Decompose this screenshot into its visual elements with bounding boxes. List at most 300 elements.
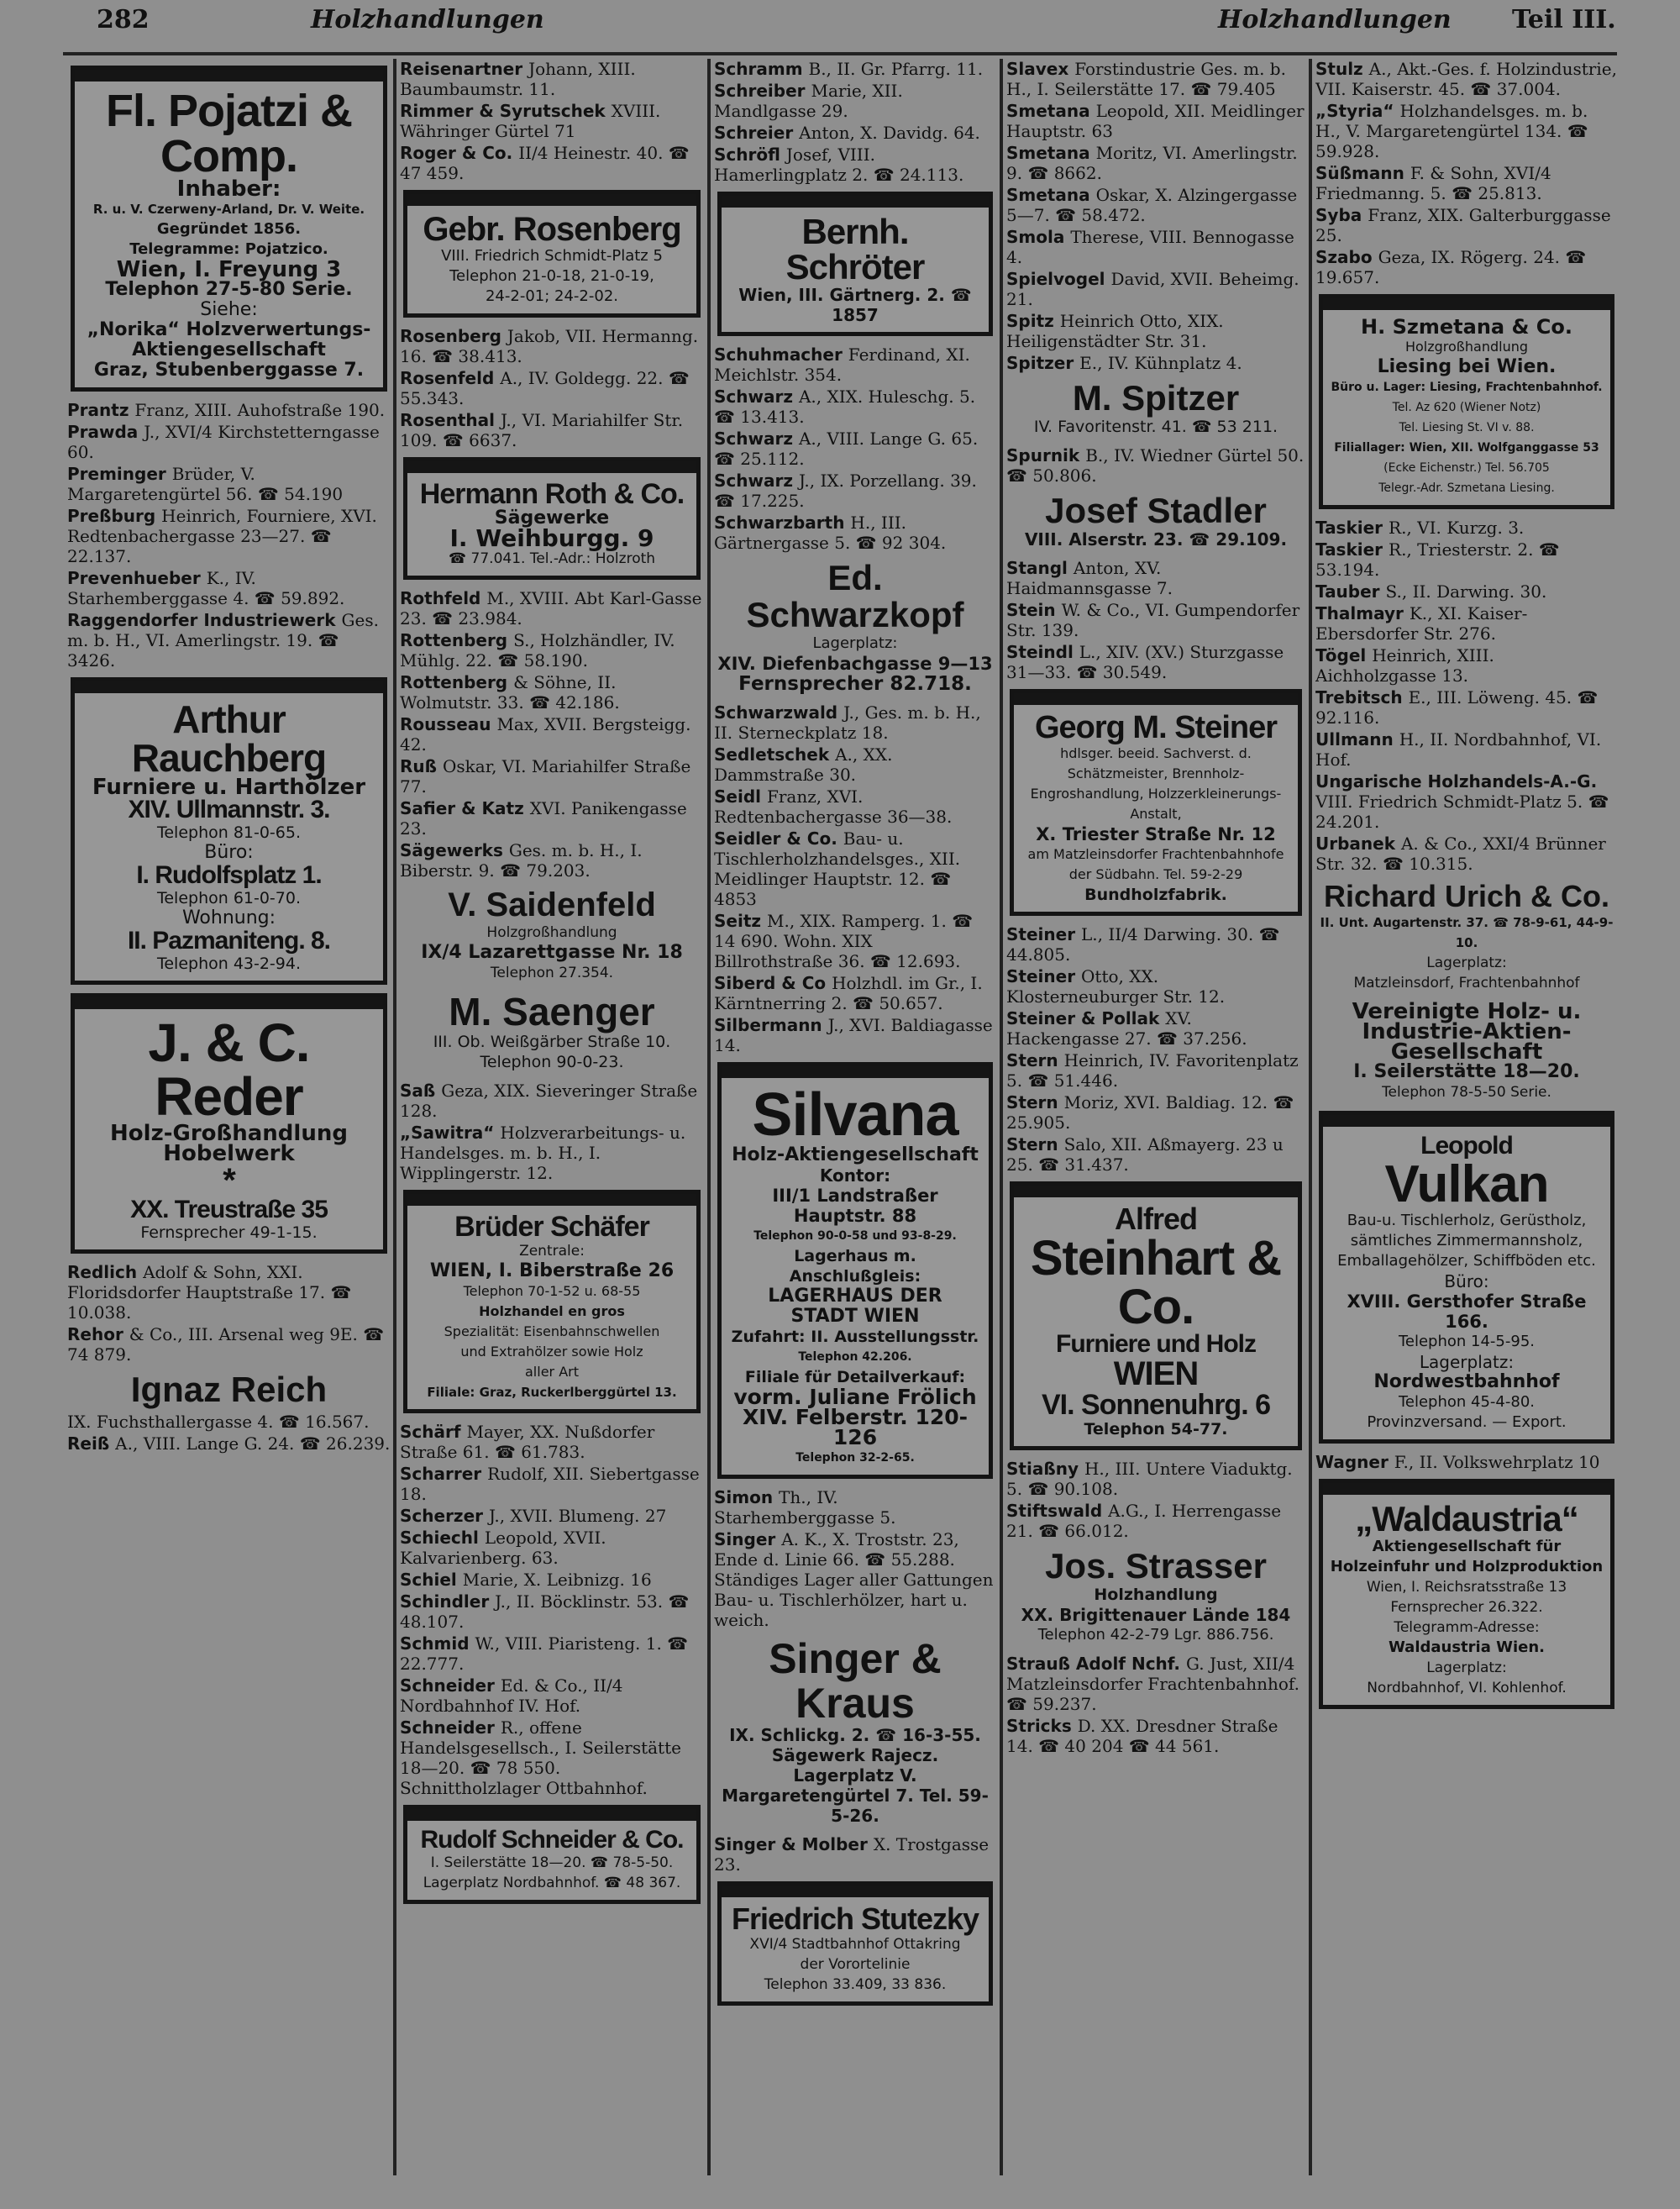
entry-details: Otto, XX. Klosterneuburger Str. 12. (1006, 966, 1226, 1007)
ad-line: Lagerplatz Nordbahnhof. ☎ 48 367. (423, 1875, 681, 1892)
ad-line: XIV. Felberstr. 120-126 (742, 1405, 969, 1450)
entry-name: Rousseau (400, 714, 497, 734)
ad-line: Hobelwerk (163, 1141, 295, 1166)
part-label: Teil III. (1512, 5, 1616, 34)
entry-name: Spurnik (1006, 445, 1086, 466)
column-3 (714, 59, 996, 2175)
entry-details: J., XVI/4 Kirchstetterngasse 60. (67, 422, 380, 462)
ad-line: * (223, 1162, 235, 1199)
directory-entry (67, 422, 391, 462)
directory-entry (67, 1262, 391, 1323)
entry-name: Stricks (1006, 1716, 1078, 1737)
entry-details: E., IV. Kühnplatz 4. (1079, 353, 1242, 373)
ad-line: Holzgroßhandlung (1404, 339, 1529, 355)
directory-entry (1315, 101, 1618, 161)
ad-line: II. Unt. Augartenstr. 37. ☎ 78-9-61, 44-9-10. (1320, 914, 1614, 950)
entry-details: G. Just, XII/4 Matzleinsdorfer Frachtenbahnhof. ☎ 59.237. (1006, 1654, 1299, 1715)
ad-line: Lagerplatz: (1426, 954, 1507, 971)
directory-entry (1006, 1459, 1305, 1499)
entry-name: Stiaßny (1006, 1459, 1084, 1480)
ad-firm-name: Ed. Schwarzkopf (746, 558, 964, 635)
entry-name: Smetana (1006, 143, 1096, 163)
ad-firm-name: Josef Stadler (1045, 491, 1267, 531)
directory-entry (1006, 642, 1305, 682)
ad-firm-name: V. Saidenfeld (448, 886, 656, 923)
entry-name: Simon (714, 1487, 780, 1508)
ad-line: I. Rudolfsplatz 1. (136, 861, 322, 889)
ad-line: Waldaustria Wien. (1388, 1638, 1546, 1656)
ad-firm-name: Hermann Roth & Co. (419, 478, 685, 510)
ad-line: LAGERHAUS DER (768, 1286, 942, 1307)
entry-details: H., III. Gärtnergasse 5. ☎ 92 304. (714, 513, 947, 553)
directory-entry (714, 828, 996, 909)
ad-line: Inhaber: (176, 176, 281, 202)
ad-line: I. Weihburgg. 9 (449, 524, 654, 552)
ad-line: Holzhandlung (1094, 1586, 1218, 1605)
ad-line: I. Seilerstätte 18—20. ☎ 78-5-50. (430, 1854, 674, 1872)
entry-name: Schneider (400, 1717, 501, 1738)
entry-details: Franz, XIII. Auhofstraße 190. (134, 400, 386, 420)
entry-details: A. K., X. Troststr. 23, Ende d. Linie 66. ☎ 55.288. Ständiges Lager aller Gattungen Bau- u. Tischlerhölzer, hart u. weich. (714, 1529, 994, 1631)
entry-name: Stulz (1315, 59, 1369, 79)
entry-name: Rosenthal (400, 410, 501, 430)
entry-name: Prantz (67, 400, 135, 420)
ad-border-bar (407, 1194, 696, 1206)
entry-name: Prevenhueber (67, 568, 207, 588)
entry-name: Roger & Co. (400, 143, 519, 163)
ad-firm-name: H. Szmetana & Co. (1361, 315, 1572, 339)
ad-line: am Matzleinsdorfer Frachtenbahnhofe der Südbahn. Tel. 59-2-29 (1027, 846, 1284, 883)
directory-entry (1315, 729, 1618, 770)
entry-name: Rehor (67, 1324, 129, 1344)
advertisement-rschneider (403, 1805, 701, 1904)
advertisement-vulkan (1319, 1111, 1614, 1444)
entry-name: „Sawitra“ (400, 1123, 501, 1144)
ad-line: Vulkan (1384, 1154, 1549, 1213)
column-rule (393, 59, 396, 2175)
ad-line: Lagerplatz: (1419, 1351, 1515, 1372)
entry-name: Steiner (1006, 924, 1082, 945)
ad-line: Furniere u. Harthölzer (92, 775, 366, 800)
entry-details: Holzhandelsges. m. b. H., V. Margaretengürtel 134. ☎ 59.928. (1315, 101, 1588, 161)
advertisement-schwarzkopf (717, 560, 993, 694)
entry-name: Syba (1315, 205, 1368, 225)
directory-entry (714, 59, 996, 79)
entry-details: D. XX. Dresdner Straße 14. ☎ 40 204 ☎ 44 561. (1006, 1716, 1278, 1757)
entry-name: Scherzer (400, 1506, 489, 1527)
advertisement-silvana (717, 1062, 993, 1479)
directory-entry (400, 588, 704, 629)
entry-name: Smola (1006, 227, 1071, 247)
entry-details: M., XVIII. Abt Karl-Gasse 23. ☎ 23.984. (400, 588, 702, 629)
ad-line: Tel. Liesing St. VI v. 88. (1399, 421, 1535, 434)
ad-line: 24-2-01; 24-2-02. (485, 287, 618, 305)
entry-details: Holzhdl. im Gr., I. Kärntnerring 2. ☎ 50.657. (714, 973, 983, 1014)
ad-line: Büro: (1444, 1270, 1489, 1291)
ad-line: Siehe: (200, 299, 258, 320)
entry-name: Rottenberg (400, 630, 514, 650)
entry-details: Ferdinand, XI. Meichlstr. 354. (714, 344, 970, 385)
ad-firm-name: Fl. Pojatzi & Comp. (105, 86, 353, 181)
entry-details: A., VIII. Lange G. 65. ☎ 25.112. (714, 429, 979, 469)
entry-details: Rudolf, XII. Siebertgasse 18. (400, 1464, 700, 1505)
entry-details: A., VIII. Lange G. 24. ☎ 26.239. (115, 1433, 391, 1454)
ad-line: vorm. Juliane Frölich (733, 1385, 977, 1410)
entry-details: A., XIX. Huleschg. 5. ☎ 13.413. (714, 387, 976, 427)
advertisement-schroeter (717, 192, 993, 336)
entry-name: Steiner & Pollak (1006, 1008, 1166, 1029)
entry-details: R., VI. Kurzg. 3. (1389, 518, 1525, 538)
ad-line: XVI/4 Stadtbahnhof Ottakring (749, 1936, 961, 1954)
ad-line: Nordwestbahnhof (1373, 1370, 1560, 1392)
advertisement-singerkraus (717, 1637, 993, 1826)
directory-entry (1006, 1008, 1305, 1049)
entry-details: Ges. m. b. H., VI. Amerlingstr. 19. ☎ 3426. (67, 610, 379, 671)
ad-line: Telephon 21-0-18, 21-0-19, (449, 267, 654, 285)
entry-details: Franz, XVI. Redtenbachergasse 36—38. (714, 786, 953, 828)
ad-line: Telephon 54-77. (1084, 1420, 1228, 1439)
entry-details: J., VI. Mariahilfer Str. 109. ☎ 6637. (400, 410, 684, 450)
ad-line: (Ecke Eichenstr.) Tel. 56.705 (1383, 461, 1550, 475)
ad-line: Holz-Großhandlung (110, 1121, 348, 1146)
entry-details: Heinrich Otto, XIX. Heiligenstädter Str. 31. (1006, 311, 1224, 351)
directory-entry (67, 506, 391, 566)
entry-name: Taskier (1315, 539, 1389, 560)
ad-line: Lagerplatz: (1426, 1659, 1507, 1676)
column-4 (1006, 59, 1305, 2175)
directory-entry (400, 1717, 704, 1798)
ad-line: Telegramm-Adresse: (1394, 1618, 1540, 1636)
ad-firm-name: Rudolf Schneider & Co. (420, 1826, 684, 1854)
entry-name: Preminger (67, 464, 172, 484)
directory-entry (1315, 834, 1618, 874)
ad-firm-name: Gebr. Rosenberg (423, 211, 681, 248)
directory-entry (400, 326, 704, 366)
ad-line: Gegründet 1856. (156, 220, 302, 238)
entry-name: Schwarz (714, 387, 799, 407)
ad-line: Telegr.-Adr. Szmetana Liesing. (1378, 481, 1555, 495)
directory-entry (1315, 59, 1618, 99)
ad-firm-name: Bernh. Schröter (785, 212, 925, 287)
entry-name: Rothfeld (400, 588, 487, 608)
directory-entry (1006, 600, 1305, 640)
entry-name: Silbermann (714, 1015, 828, 1036)
entry-name: Schreier (714, 123, 800, 143)
ad-line: Telegramme: Pojatzico. (129, 240, 328, 258)
directory-entry (1006, 558, 1305, 598)
ad-line: Telephon 45-4-80. (1398, 1392, 1536, 1411)
entry-details: K., IV. Starhemberggasse 4. ☎ 59.892. (67, 568, 345, 608)
ad-line: Lagerhaus m. Anschlußgleis: (789, 1247, 921, 1286)
directory-entry (714, 344, 996, 385)
ad-line: Telephon 90-0-23. (480, 1053, 624, 1072)
entry-name: Rimmer & Syrutschek (400, 101, 612, 121)
entry-details: Marie, XII. Mandlgasse 29. (714, 81, 903, 121)
directory-entry (400, 1081, 704, 1121)
entry-name: Schwarz (714, 471, 799, 491)
advertisement-urich (1319, 881, 1614, 993)
advertisement-schaefer (403, 1190, 701, 1413)
entry-details: R., Triesterstr. 2. ☎ 53.194. (1315, 539, 1560, 580)
ad-line: Zentrale: (519, 1243, 585, 1260)
ad-line: XX. Treustraße 35 (130, 1196, 328, 1223)
column-1 (67, 59, 391, 2175)
ad-line: Tel. Az 620 (Wiener Notz) (1392, 401, 1541, 414)
directory-entry (1315, 539, 1618, 580)
directory-entry (400, 101, 704, 141)
entry-details: Marie, X. Leibnizg. 16 (462, 1570, 652, 1591)
ad-line: Filiallager: Wien, XII. Wolfganggasse 53 (1334, 441, 1599, 455)
ad-border-bar (722, 1066, 989, 1078)
ad-line: Büro u. Lager: Liesing, Frachtenbahnhof. (1331, 381, 1603, 394)
entry-name: Rottenberg (400, 672, 514, 692)
advertisement-szmetana (1319, 294, 1614, 509)
entry-name: Safier & Katz (400, 798, 530, 818)
directory-entry (400, 756, 704, 797)
ad-line: Filiale für Detailverkauf: (744, 1368, 966, 1387)
directory-entry (400, 840, 704, 881)
ad-line: Provinzversand. — Export. (1367, 1412, 1567, 1431)
directory-entry (714, 145, 996, 185)
entry-details: Ges. m. b. H., I. Biberstr. 9. ☎ 79.203. (400, 840, 643, 881)
directory-entry (400, 368, 704, 408)
directory-entry (67, 1324, 391, 1365)
entry-name: Ullmann (1315, 729, 1399, 749)
entry-details: A., XX. Dammstraße 30. (714, 744, 893, 786)
entry-details: Mayer, XX. Nußdorfer Straße 61. ☎ 61.783. (400, 1422, 655, 1463)
ad-firm-name: Richard Urich & Co. (1323, 879, 1610, 913)
entry-details: B., IV. Wiedner Gürtel 50. ☎ 50.806. (1006, 445, 1305, 487)
directory-entry (400, 59, 704, 99)
ad-line: Holzgroßhandlung (486, 924, 617, 941)
ad-line: Fernsprecher 26.322. (1390, 1598, 1543, 1616)
ad-firm-name: Leopold (1420, 1131, 1513, 1160)
heading-entry: Ignaz Reich (130, 1370, 328, 1409)
entry-name: Schiel (400, 1570, 463, 1591)
entry-name: Slavex (1006, 59, 1075, 79)
entry-name: Stern (1006, 1050, 1064, 1071)
entry-name: Smetana (1006, 101, 1096, 121)
ad-border-bar (407, 194, 696, 206)
ad-line: WIEN, I. Biberstraße 26 (429, 1260, 675, 1282)
entry-details: Heinrich, Fourniere, XVI. Redtenbachergasse 23—27. ☎ 22.137. (67, 506, 377, 566)
ad-line: ☎ 77.041. Tel.-Adr.: Holzroth (448, 550, 656, 567)
ad-line: Lagerplatz: (812, 634, 898, 653)
column-rule (1000, 59, 1003, 2175)
directory-entry (714, 471, 996, 511)
entry-name: Seitz (714, 911, 767, 932)
ad-line: Filiale: Graz, Ruckerlberggürtel 13. (427, 1385, 677, 1401)
ad-line: Telephon 42-2-79 Lgr. 886.756. (1037, 1626, 1274, 1644)
entry-name: Spitzer (1006, 353, 1080, 373)
column-2 (400, 59, 704, 2175)
directory-entry (400, 410, 704, 450)
directory-entry (714, 387, 996, 427)
ad-line: Aktiengesellschaft für Holzeinfuhr und Holzproduktion (1330, 1537, 1604, 1575)
ad-line: XX. Brigittenauer Lände 184 (1021, 1605, 1291, 1626)
entry-details: Therese, VIII. Bennogasse 4. (1006, 227, 1294, 267)
entry-name: Taskier (1315, 518, 1389, 538)
ad-border-bar (1014, 1186, 1298, 1197)
entry-name: Ruß (400, 756, 443, 776)
directory-entry (1006, 143, 1305, 183)
directory-entry (400, 1570, 704, 1590)
ad-border-bar (1323, 1115, 1610, 1127)
advertisement-saidenfeld (403, 887, 701, 983)
ad-line: Wien, I. Freyung 3 (116, 257, 342, 282)
entry-details: F., II. Volkswehrplatz 10 (1394, 1451, 1600, 1472)
directory-entry (67, 610, 391, 671)
entry-name: Scharrer (400, 1464, 488, 1485)
entry-name: „Styria“ (1315, 101, 1400, 121)
entry-name: Schmid (400, 1633, 475, 1654)
entry-details: J., IX. Porzellang. 39. ☎ 17.225. (714, 471, 977, 511)
column-rule (707, 59, 711, 2175)
directory-entry (400, 672, 704, 713)
directory-entry (1006, 445, 1305, 486)
page-number: 282 (97, 5, 150, 34)
entry-details: Bau- u. Tischlerholzhandelsges., XII. Meidlinger Hauptstr. 12. ☎ 4853 (714, 828, 961, 910)
ad-border-bar (1323, 1483, 1610, 1495)
directory-entry (1315, 205, 1618, 245)
entry-details: Josef, VIII. Hamerlingplatz 2. ☎ 24.113. (714, 145, 964, 185)
ad-line: Holzhandel en gros (479, 1303, 625, 1320)
advertisement-steinhart (1010, 1181, 1302, 1450)
directory-entry (1315, 645, 1618, 686)
entry-details: Leopold, XVII. Kalvarienberg. 63. (400, 1528, 606, 1569)
directory-entry (400, 1123, 704, 1183)
entry-name: Süßmann (1315, 163, 1410, 183)
entry-details: X. Trostgasse 23. (714, 1834, 990, 1875)
entry-details: Heinrich, XIII. Aichholzgasse 13. (1315, 645, 1494, 686)
advertisement-rauchberg (71, 677, 387, 985)
entry-details: Oskar, VI. Mariahilfer Straße 77. (400, 756, 691, 797)
entry-name: Stern (1006, 1134, 1064, 1155)
ad-line: XIV. Diefenbachgasse 9—13 (717, 654, 993, 675)
entry-details: Anton, X. Davidg. 64. (799, 123, 980, 143)
ad-line: Telephon 81-0-65. (156, 823, 302, 842)
directory-entry (714, 1529, 996, 1630)
entry-details: F. & Sohn, XVI/4 Friedmanng. 5. ☎ 25.813. (1315, 163, 1551, 203)
entry-name: Schindler (400, 1591, 496, 1612)
column-5 (1315, 59, 1618, 2175)
entry-name: Singer (714, 1529, 782, 1550)
ad-line: Aktiengesellschaft (132, 339, 326, 360)
ad-firm-name: J. & C. Reder (148, 1012, 310, 1127)
ad-line: III. Ob. Weißgärber Straße 10. (433, 1033, 671, 1052)
directory-entry (1006, 1501, 1305, 1541)
directory-entry (1006, 924, 1305, 965)
entry-details: Ed. & Co., II/4 Nordbahnhof IV. Hof. (400, 1675, 623, 1717)
ad-line: Telephon 42.206. (798, 1350, 912, 1365)
ad-line: III/1 Landstraßer Hauptstr. 88 (772, 1186, 938, 1227)
ad-firm-name: Jos. Strasser (1045, 1546, 1267, 1586)
directory-entry (714, 911, 996, 971)
entry-details: Brüder, V. Margaretengürtel 56. ☎ 54.190 (67, 464, 344, 504)
entry-details: Forstindustrie Ges. m. b. H., I. Seilerstätte 17. ☎ 79.405 (1006, 59, 1286, 99)
directory-entry (714, 81, 996, 121)
entry-details: Holzverarbeitungs- u. Handelsges. m. b. H., I. Wipplingerstr. 12. (400, 1123, 686, 1184)
entry-details: J., XVII. Blumeng. 27 (488, 1506, 667, 1527)
ad-firm-name: Silvana (752, 1081, 958, 1149)
ad-line: II. Pazmaniteng. 8. (127, 927, 331, 955)
directory-entry (1006, 311, 1305, 351)
entry-details: Salo, XII. Aßmayerg. 23 u 25. ☎ 31.437. (1006, 1134, 1284, 1176)
entry-details: J., Ges. m. b. H., II. Sterneckplatz 18. (714, 702, 981, 744)
ad-line: Telephon 14-5-95. (1398, 1332, 1536, 1350)
entry-details: IX. Fuchsthallergasse 4. ☎ 16.567. (67, 1412, 370, 1432)
ad-line: Fernsprecher 82.718. (738, 673, 972, 696)
ad-line: Sägewerk Rajecz. (771, 1745, 939, 1766)
ad-line: Telephon 78-5-50 Serie. (1382, 1083, 1551, 1101)
entry-details: XV. Hackengasse 27. ☎ 37.256. (1006, 1008, 1247, 1049)
ad-border-bar (407, 1809, 696, 1821)
directory-entry (1315, 603, 1618, 644)
entry-name: Stangl (1006, 558, 1074, 579)
entry-details: Jakob, VII. Hermanng. 16. ☎ 38.413. (400, 326, 699, 366)
ad-line: Bau-u. Tischlerholz, Gerüstholz, sämtliches Zimmermannsholz, Emballagehölzer, Schiffböden etc. (1337, 1211, 1596, 1270)
ad-firm-name: Friedrich Stutezky (731, 1901, 979, 1937)
directory-entry (400, 1528, 704, 1568)
entry-details: A. & Co., XXI/4 Brünner Str. 32. ☎ 10.315. (1315, 834, 1606, 874)
entry-name: Urbanek (1315, 834, 1401, 854)
entry-name: Ungarische Holzhandels-A.-G. (1315, 771, 1598, 792)
entry-details: Max, XVII. Bergsteigg. 42. (400, 714, 691, 755)
entry-details: A.G., I. Herrengasse 21. ☎ 66.012. (1006, 1501, 1282, 1542)
ad-line: Nordbahnhof, VI. Kohlenhof. (1367, 1679, 1567, 1696)
directory-entry (714, 702, 996, 743)
entry-details: L., II/4 Darwing. 30. ☎ 44.805. (1006, 924, 1280, 965)
entry-details: Th., IV. Starhemberggasse 5. (714, 1487, 896, 1528)
entry-details: David, XVII. Beheimg. 21. (1006, 269, 1299, 309)
ad-line: Spezialität: Eisenbahnschwellen (444, 1323, 660, 1340)
entry-name: Sedletschek (714, 744, 836, 765)
entry-name: Schwarzbarth (714, 513, 851, 533)
entry-details: Heinrich, IV. Favoritenplatz 5. ☎ 51.446. (1006, 1050, 1299, 1091)
ad-line: XIV. Ullmannstr. 3. (128, 796, 330, 823)
ad-line: IX/4 Lazarettgasse Nr. 18 (421, 942, 683, 963)
directory-entry (1315, 518, 1618, 538)
entry-name: Schiechl (400, 1528, 485, 1549)
entry-details: A., IV. Goldegg. 22. ☎ 55.343. (400, 368, 690, 408)
ad-line: Liesing bei Wien. (1377, 356, 1557, 377)
entry-name: Seidler & Co. (714, 828, 843, 849)
ad-line: Telephon 33.409, 33 836. (764, 1976, 947, 1994)
directory-entry (714, 123, 996, 143)
directory-entry (1006, 966, 1305, 1007)
running-title-left: Holzhandlungen (311, 5, 544, 34)
advertisement-rosenberg (403, 190, 701, 318)
ad-line: Wohnung: (181, 907, 276, 928)
entry-name: Tögel (1315, 645, 1373, 665)
entry-details: Moriz, XVI. Baldiag. 12. ☎ 25.905. (1006, 1092, 1294, 1133)
directory-entry (1006, 1654, 1305, 1714)
entry-details: Anton, XV. Haidmannsgasse 7. (1006, 558, 1173, 599)
entry-name: Rosenberg (400, 326, 507, 346)
ad-line: Graz, Stubenberggasse 7. (93, 360, 365, 381)
ad-firm-name: Vereinigte Holz- u. Industrie-Aktien-Gesellschaft (1352, 998, 1582, 1065)
entry-name: Schärf (400, 1422, 467, 1443)
entry-details: A., Akt.-Ges. f. Holzindustrie, VII. Kaiserstr. 45. ☎ 37.004. (1315, 59, 1617, 99)
entry-name: Schuhmacher (714, 344, 848, 365)
directory-entry (1315, 581, 1618, 602)
entry-details: & Co., III. Arsenal weg 9E. ☎ 74 879. (67, 1324, 385, 1365)
directory-entry (1315, 687, 1618, 728)
directory-entry (400, 1591, 704, 1632)
entry-details: W. & Co., VI. Gumpendorfer Str. 139. (1006, 600, 1300, 641)
ad-line: Wien, III. Gärtnerg. 2. ☎ 1857 (738, 285, 972, 325)
entry-details: E., III. Löweng. 45. ☎ 92.116. (1315, 687, 1599, 728)
